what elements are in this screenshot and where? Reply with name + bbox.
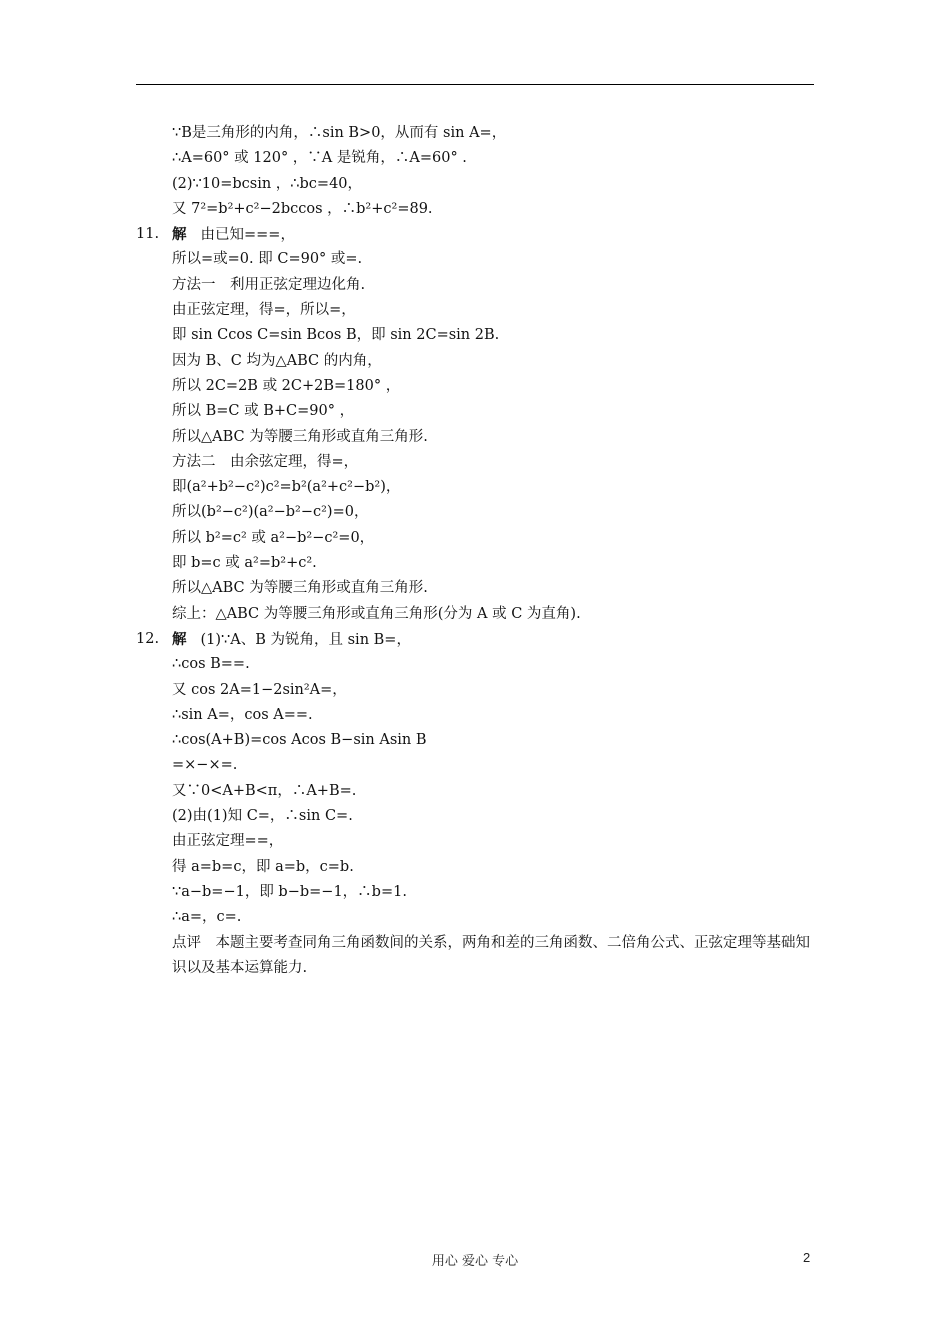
text-line (136, 323, 816, 348)
text-line (136, 526, 816, 551)
text-line (136, 627, 816, 652)
text-line (136, 804, 816, 829)
line-text: =×−×=. (172, 757, 238, 774)
solution-body (136, 121, 816, 981)
text-line (136, 779, 816, 804)
text-line (136, 855, 816, 880)
line-text: 即 b=c 或 a²=b²+c². (172, 555, 317, 572)
line-text: 所以=或=0. 即 C=90° 或=. (172, 251, 363, 268)
line-text: ∴a=，c=. (172, 909, 242, 926)
solution-label: 解 (172, 226, 187, 244)
text-line (136, 222, 816, 247)
text-line (136, 399, 816, 424)
line-text: ∴cos(A+B)=cos Acos B−sin Asin B (172, 732, 427, 749)
text-line (136, 146, 816, 171)
line-text: 得 a=b=c，即 a=b，c=b. (172, 858, 354, 875)
line-text: (2)∵10=bcsin ，∴bc=40， (172, 175, 363, 192)
text-line (136, 247, 816, 272)
text-line (136, 728, 816, 753)
line-text: 又 7²=b²+c²−2bccos ，∴b²+c²=89. (172, 200, 433, 217)
line-text: 由正弦定理，得=，所以=， (172, 302, 356, 319)
text-line (136, 374, 816, 399)
line-text: (1)∵A、B 为锐角，且 sin B=， (200, 631, 411, 648)
text-line (136, 172, 816, 197)
text-line (136, 829, 816, 854)
line-text: 所以 2C=2B 或 2C+2B=180° ， (172, 377, 401, 394)
line-text: 所以(b²−c²)(a²−b²−c²)=0， (172, 504, 369, 521)
text-line (136, 121, 816, 146)
text-line (136, 273, 816, 298)
line-text: ∴cos B==. (172, 656, 250, 673)
solution-label: 解 (172, 630, 187, 648)
line-text: 即(a²+b²−c²)c²=b²(a²+c²−b²)， (172, 479, 401, 496)
text-line (136, 450, 816, 475)
text-line (136, 678, 816, 703)
line-text: ∵a−b=−1，即 b−b=−1，∴b=1. (172, 883, 407, 900)
text-line (136, 298, 816, 323)
problem-number: 11. (136, 226, 160, 243)
line-text: 由正弦定理==， (172, 833, 284, 850)
line-text: (2)由(1)知 C=，∴sin C=. (172, 808, 353, 825)
text-line (136, 652, 816, 677)
line-text: ∵B是三角形的内角，∴sin B>0，从而有 sin A=， (172, 125, 507, 141)
text-line (136, 703, 816, 728)
line-text: 所以△ABC 为等腰三角形或直角三角形. (172, 580, 428, 597)
text-line (136, 197, 816, 222)
comment-paragraph: 点评 本题主要考查同角三角函数间的关系，两角和差的三角函数、二倍角公式、正弦定理等基础知识以及基本运算能力. (172, 934, 810, 976)
page-number: 2 (803, 1250, 811, 1265)
line-text: 所以 B=C 或 B+C=90° ， (172, 403, 355, 420)
line-text: 所以 b²=c² 或 a²−b²−c²=0， (172, 529, 375, 546)
text-line (136, 753, 816, 778)
text-line (136, 880, 816, 905)
line-text: 所以△ABC 为等腰三角形或直角三角形. (172, 428, 428, 445)
line-text: ∴A=60° 或 120° ，∵A 是锐角，∴A=60° . (172, 150, 467, 167)
line-text: 即 sin Ccos C=sin Bcos B，即 sin 2C=sin 2B. (172, 327, 500, 344)
text-line (136, 425, 816, 450)
footer-text: 用心 爱心 专心 (431, 1254, 519, 1269)
text-line (136, 349, 816, 374)
text-line (136, 500, 816, 525)
line-text: 方法二 由余弦定理，得=， (172, 453, 359, 470)
text-line (136, 551, 816, 576)
text-line (136, 475, 816, 500)
line-text: 又 cos 2A=1−2sin²A=， (172, 681, 347, 698)
text-line (136, 602, 816, 627)
line-text: 又∵0<A+B<π，∴A+B=. (172, 782, 357, 799)
text-line (136, 576, 816, 601)
line-text: 方法一 利用正弦定理边化角. (172, 276, 366, 293)
line-text: 综上：△ABC 为等腰三角形或直角三角形(分为 A 或 C 为直角). (172, 605, 581, 622)
header-rule (136, 84, 814, 85)
line-text: 因为 B、C 均为△ABC 的内角， (172, 352, 382, 369)
problem-number: 12. (136, 630, 160, 647)
text-line (136, 905, 816, 930)
line-text: 由已知===， (200, 227, 295, 244)
line-text: ∴sin A=，cos A==. (172, 706, 313, 723)
